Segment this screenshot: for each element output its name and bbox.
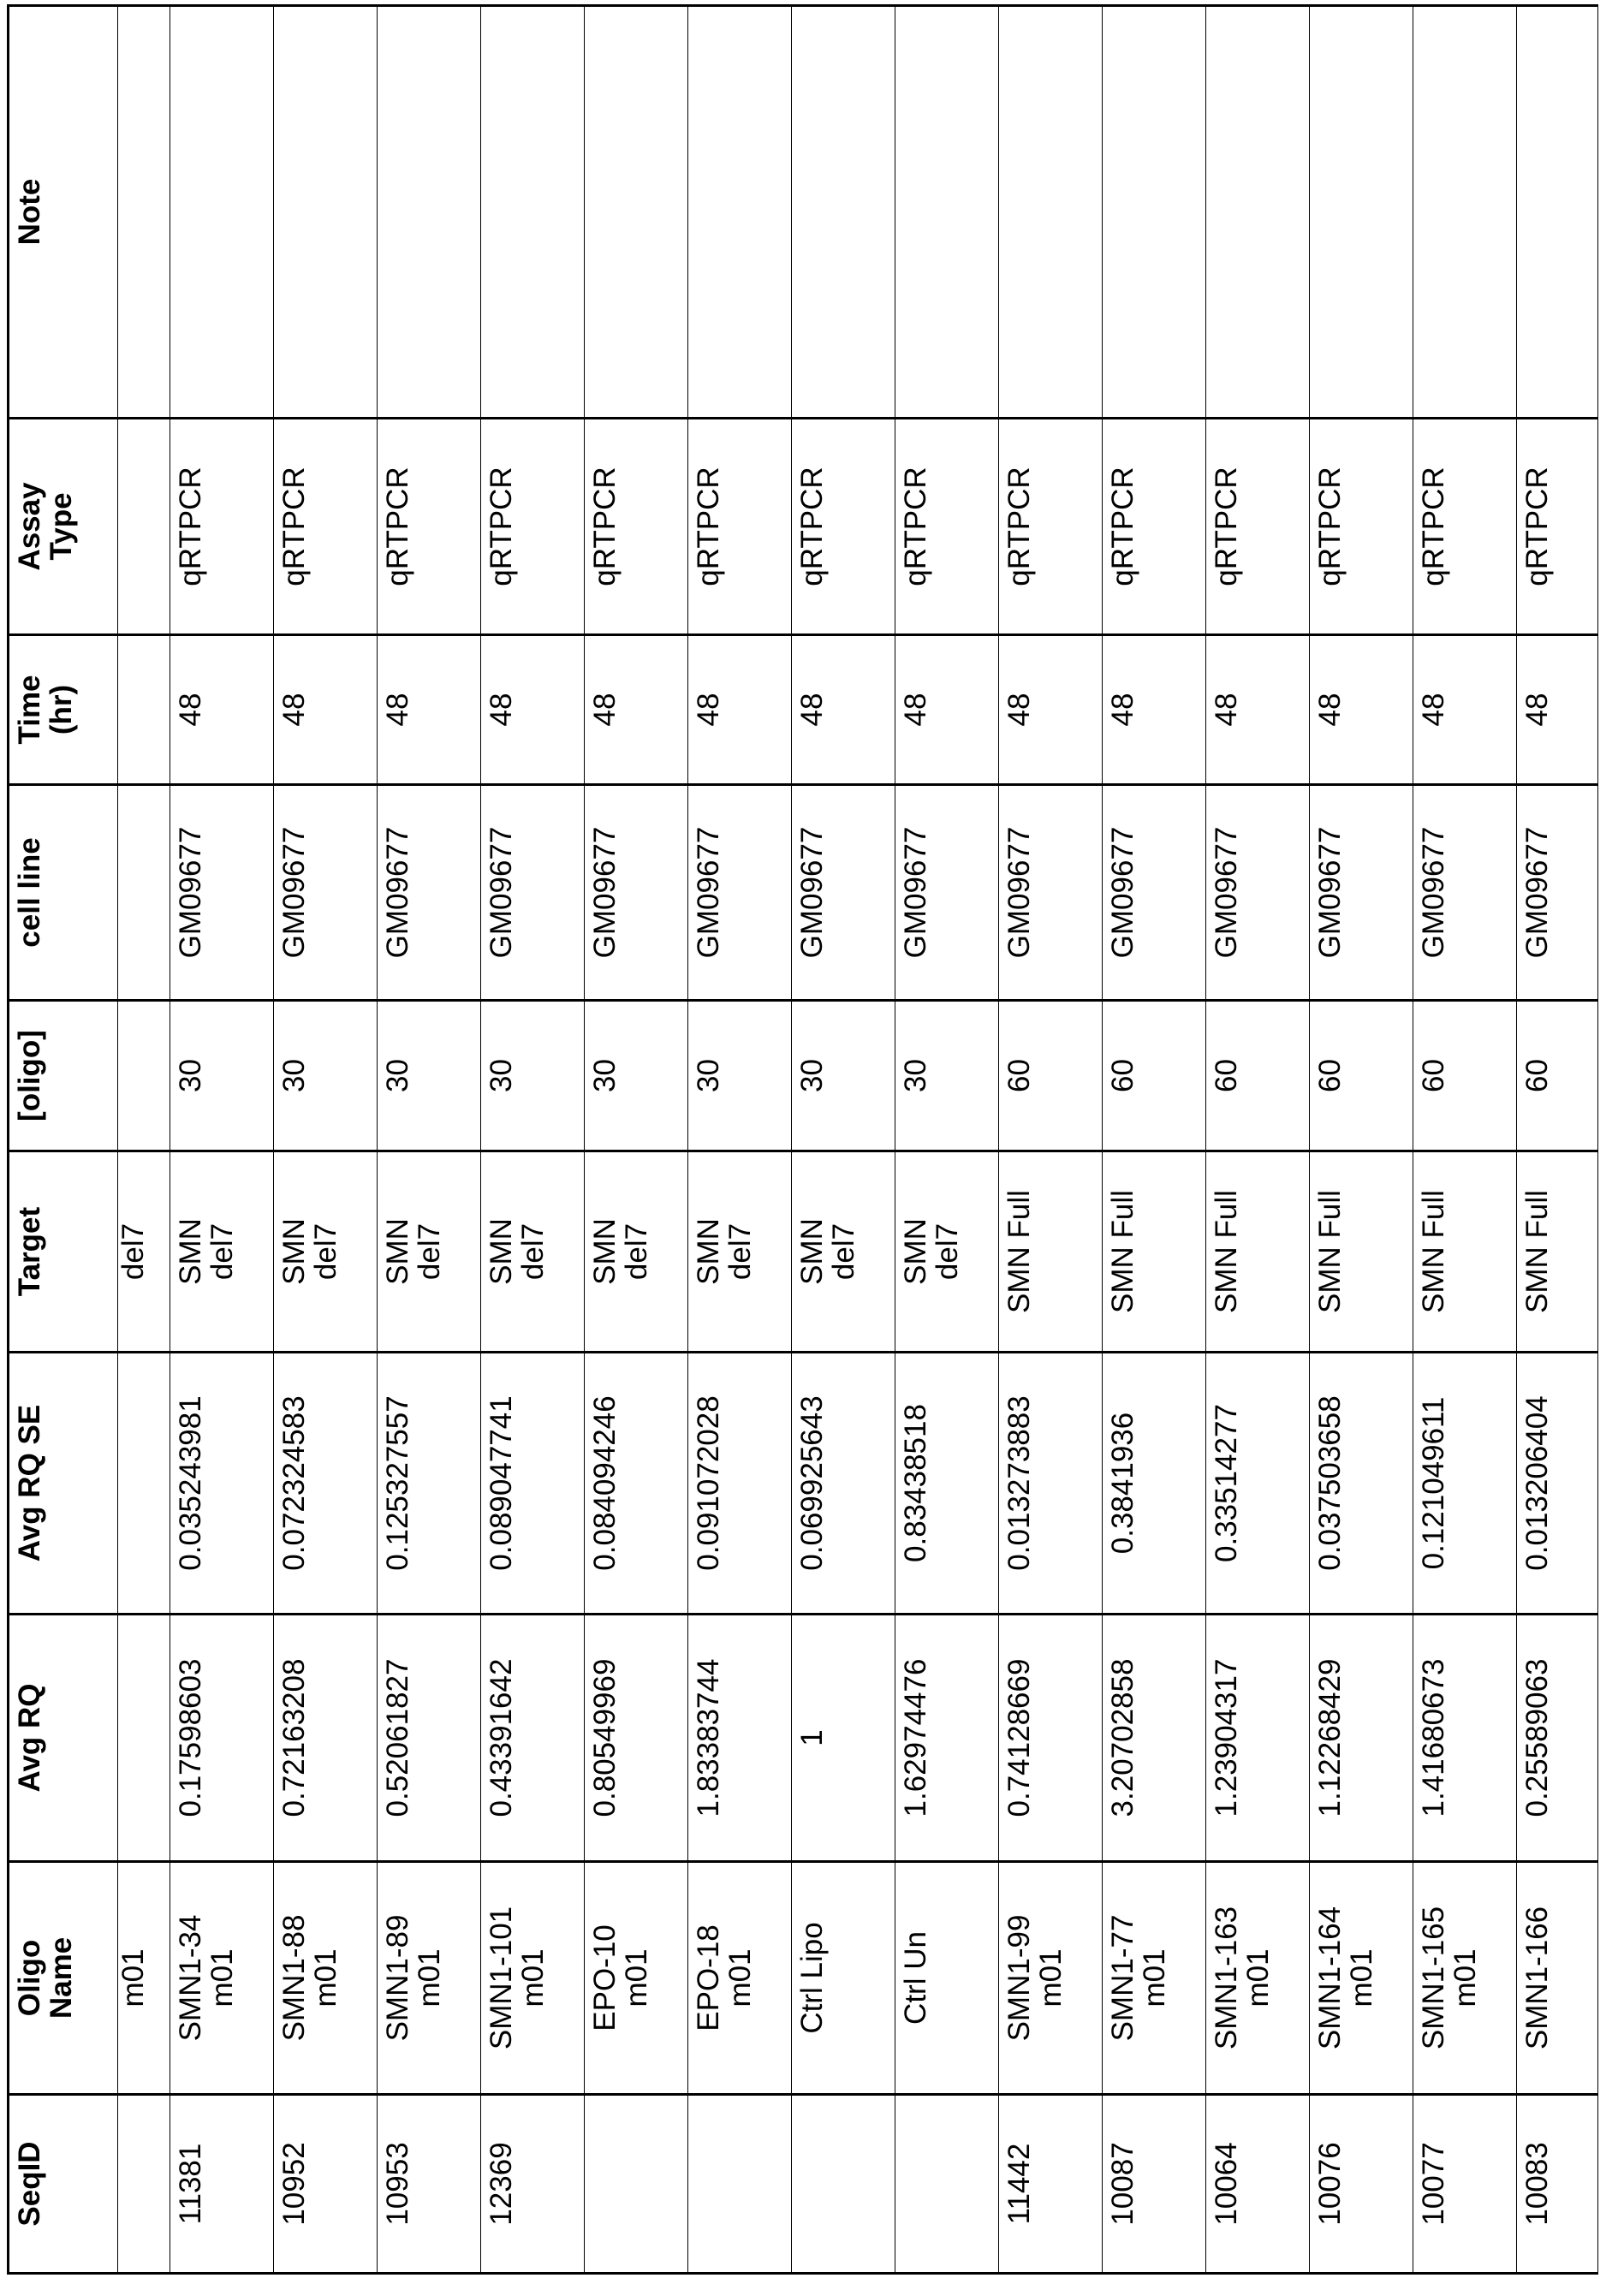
cell-assay-type: qRTPCR bbox=[1206, 419, 1310, 635]
cell-oligo-name: SMN1-89 m01 bbox=[378, 1862, 481, 2095]
cell-target: SMN Full bbox=[1310, 1151, 1413, 1353]
cell-avg-rq-se: 0.83438518 bbox=[895, 1353, 999, 1615]
cell-note bbox=[1413, 6, 1517, 419]
cell-oligo-conc: 30 bbox=[378, 1001, 481, 1151]
cell-cell-line: GM09677 bbox=[1206, 785, 1310, 1001]
column-header-oligo-name: Oligo Name bbox=[9, 1862, 118, 2095]
table-row bbox=[1206, 6, 1310, 2274]
cell-time-hr: 48 bbox=[274, 635, 378, 785]
cell-oligo-name: SMN1-163 m01 bbox=[1206, 1862, 1310, 2095]
cell-target: SMN Full bbox=[999, 1151, 1103, 1353]
cell-oligo-name: SMN1-165 m01 bbox=[1413, 1862, 1517, 2095]
cell-note bbox=[895, 6, 999, 419]
cell-oligo-name: SMN1-101 m01 bbox=[481, 1862, 585, 2095]
cell-oligo-name: SMN1-34 m01 bbox=[170, 1862, 274, 2095]
cell-seqid: 10952 bbox=[274, 2095, 378, 2274]
cell-note bbox=[688, 6, 792, 419]
cell-target: SMN Full bbox=[1413, 1151, 1517, 1353]
cell-oligo-conc: 60 bbox=[1103, 1001, 1206, 1151]
table-row bbox=[792, 6, 895, 2274]
cell-oligo-conc: 60 bbox=[1206, 1001, 1310, 1151]
cell-assay-type: qRTPCR bbox=[1103, 419, 1206, 635]
cell-time-hr: 48 bbox=[1310, 635, 1413, 785]
cell-oligo-name: Ctrl Lipo bbox=[792, 1862, 895, 2095]
cell-avg-rq: 0.25589063 bbox=[1517, 1615, 1598, 1862]
column-header-assay-type: Assay Type bbox=[9, 419, 118, 635]
cell-target: SMN Full bbox=[1517, 1151, 1598, 1353]
table-row bbox=[1310, 6, 1413, 2274]
cell-assay-type: qRTPCR bbox=[1310, 419, 1413, 635]
cell-time-hr: 48 bbox=[1103, 635, 1206, 785]
cell-cell-line: GM09677 bbox=[1310, 785, 1413, 1001]
column-header-cell-line: cell line bbox=[9, 785, 118, 1001]
cell-avg-rq-se: 0.125327557 bbox=[378, 1353, 481, 1615]
cell-note bbox=[1517, 6, 1598, 419]
column-header-oligo-conc: [oligo] bbox=[9, 1001, 118, 1151]
cell-target: SMN del7 bbox=[274, 1151, 378, 1353]
cell-assay-type: qRTPCR bbox=[999, 419, 1103, 635]
cell-assay-type: qRTPCR bbox=[274, 419, 378, 635]
cell-seqid: 10087 bbox=[1103, 2095, 1206, 2274]
cell-note bbox=[378, 6, 481, 419]
cell-note bbox=[999, 6, 1103, 419]
cell-seqid bbox=[792, 2095, 895, 2274]
cell-avg-rq: 1.12268429 bbox=[1310, 1615, 1413, 1862]
cell-oligo-conc: 60 bbox=[1413, 1001, 1517, 1151]
cell-time-hr bbox=[118, 635, 170, 785]
continuation-row bbox=[118, 6, 170, 2274]
cell-oligo-name: EPO-18 m01 bbox=[688, 1862, 792, 2095]
cell-oligo-name: SMN1-164 m01 bbox=[1310, 1862, 1413, 2095]
table-row bbox=[1517, 6, 1598, 2274]
cell-seqid: 10076 bbox=[1310, 2095, 1413, 2274]
cell-cell-line: GM09677 bbox=[688, 785, 792, 1001]
cell-avg-rq-se: 0.013206404 bbox=[1517, 1353, 1598, 1615]
cell-oligo-conc: 30 bbox=[585, 1001, 688, 1151]
cell-target: del7 bbox=[118, 1151, 170, 1353]
cell-avg-rq-se: 0.084094246 bbox=[585, 1353, 688, 1615]
cell-avg-rq-se: 0.072324583 bbox=[274, 1353, 378, 1615]
cell-note bbox=[1310, 6, 1413, 419]
cell-avg-rq: 0.80549969 bbox=[585, 1615, 688, 1862]
cell-time-hr: 48 bbox=[170, 635, 274, 785]
cell-oligo-conc: 30 bbox=[170, 1001, 274, 1151]
cell-avg-rq: 0.43391642 bbox=[481, 1615, 585, 1862]
cell-oligo-conc: 60 bbox=[999, 1001, 1103, 1151]
table-row bbox=[481, 6, 585, 2274]
cell-avg-rq: 0.52061827 bbox=[378, 1615, 481, 1862]
cell-target: SMN del7 bbox=[378, 1151, 481, 1353]
cell-avg-rq-se: 0.121049611 bbox=[1413, 1353, 1517, 1615]
table-row bbox=[1413, 6, 1517, 2274]
cell-time-hr: 48 bbox=[792, 635, 895, 785]
cell-seqid: 12369 bbox=[481, 2095, 585, 2274]
cell-target: SMN del7 bbox=[792, 1151, 895, 1353]
cell-time-hr: 48 bbox=[999, 635, 1103, 785]
cell-assay-type: qRTPCR bbox=[378, 419, 481, 635]
cell-target: SMN del7 bbox=[481, 1151, 585, 1353]
cell-avg-rq-se: 0.33514277 bbox=[1206, 1353, 1310, 1615]
cell-oligo-name: Ctrl Un bbox=[895, 1862, 999, 2095]
cell-oligo-conc: 30 bbox=[792, 1001, 895, 1151]
cell-cell-line: GM09677 bbox=[1517, 785, 1598, 1001]
cell-oligo-name: m01 bbox=[118, 1862, 170, 2095]
cell-note bbox=[481, 6, 585, 419]
cell-assay-type bbox=[118, 419, 170, 635]
cell-avg-rq-se: 0.091072028 bbox=[688, 1353, 792, 1615]
table-row bbox=[378, 6, 481, 2274]
cell-time-hr: 48 bbox=[378, 635, 481, 785]
cell-time-hr: 48 bbox=[1517, 635, 1598, 785]
cell-avg-rq: 1.23904317 bbox=[1206, 1615, 1310, 1862]
cell-oligo-name: SMN1-166 bbox=[1517, 1862, 1598, 2095]
cell-assay-type: qRTPCR bbox=[585, 419, 688, 635]
cell-oligo-name: SMN1-88 m01 bbox=[274, 1862, 378, 2095]
header-row bbox=[9, 6, 118, 2274]
table-row bbox=[170, 6, 274, 2274]
cell-oligo-conc: 30 bbox=[481, 1001, 585, 1151]
cell-seqid bbox=[585, 2095, 688, 2274]
cell-time-hr: 48 bbox=[688, 635, 792, 785]
cell-assay-type: qRTPCR bbox=[688, 419, 792, 635]
cell-cell-line: GM09677 bbox=[170, 785, 274, 1001]
cell-note bbox=[585, 6, 688, 419]
table-row bbox=[1103, 6, 1206, 2274]
cell-cell-line bbox=[118, 785, 170, 1001]
cell-oligo-name: SMN1-77 m01 bbox=[1103, 1862, 1206, 2095]
cell-seqid bbox=[895, 2095, 999, 2274]
column-header-time-hr: Time (hr) bbox=[9, 635, 118, 785]
cell-time-hr: 48 bbox=[481, 635, 585, 785]
cell-oligo-conc: 60 bbox=[1310, 1001, 1413, 1151]
cell-target: SMN del7 bbox=[895, 1151, 999, 1353]
cell-target: SMN del7 bbox=[688, 1151, 792, 1353]
cell-avg-rq-se: 0.035243981 bbox=[170, 1353, 274, 1615]
table-row bbox=[999, 6, 1103, 2274]
cell-avg-rq bbox=[118, 1615, 170, 1862]
cell-seqid: 10064 bbox=[1206, 2095, 1310, 2274]
column-header-avg-rq: Avg RQ bbox=[9, 1615, 118, 1862]
cell-seqid: 10083 bbox=[1517, 2095, 1598, 2274]
cell-time-hr: 48 bbox=[895, 635, 999, 785]
table-row bbox=[688, 6, 792, 2274]
cell-oligo-conc: 30 bbox=[274, 1001, 378, 1151]
cell-oligo-conc: 60 bbox=[1517, 1001, 1598, 1151]
cell-time-hr: 48 bbox=[585, 635, 688, 785]
cell-assay-type: qRTPCR bbox=[1517, 419, 1598, 635]
cell-cell-line: GM09677 bbox=[895, 785, 999, 1001]
cell-seqid: 11442 bbox=[999, 2095, 1103, 2274]
cell-assay-type: qRTPCR bbox=[170, 419, 274, 635]
column-header-seqid: SeqID bbox=[9, 2095, 118, 2274]
cell-seqid: 11381 bbox=[170, 2095, 274, 2274]
cell-avg-rq: 1 bbox=[792, 1615, 895, 1862]
cell-avg-rq-se: 0.089047741 bbox=[481, 1353, 585, 1615]
cell-oligo-conc bbox=[118, 1001, 170, 1151]
cell-target: SMN Full bbox=[1103, 1151, 1206, 1353]
column-header-note: Note bbox=[9, 6, 118, 419]
cell-target: SMN del7 bbox=[585, 1151, 688, 1353]
table-row bbox=[585, 6, 688, 2274]
cell-seqid: 10953 bbox=[378, 2095, 481, 2274]
cell-avg-rq: 1.62974476 bbox=[895, 1615, 999, 1862]
cell-cell-line: GM09677 bbox=[481, 785, 585, 1001]
cell-cell-line: GM09677 bbox=[792, 785, 895, 1001]
cell-note bbox=[1103, 6, 1206, 419]
column-header-target: Target bbox=[9, 1151, 118, 1353]
cell-assay-type: qRTPCR bbox=[895, 419, 999, 635]
cell-assay-type: qRTPCR bbox=[792, 419, 895, 635]
cell-note bbox=[274, 6, 378, 419]
cell-assay-type: qRTPCR bbox=[481, 419, 585, 635]
cell-cell-line: GM09677 bbox=[274, 785, 378, 1001]
cell-note bbox=[792, 6, 895, 419]
cell-oligo-conc: 30 bbox=[895, 1001, 999, 1151]
cell-avg-rq: 3.20702858 bbox=[1103, 1615, 1206, 1862]
cell-note bbox=[1206, 6, 1310, 419]
cell-avg-rq-se: 0.069925643 bbox=[792, 1353, 895, 1615]
cell-oligo-name: EPO-10 m01 bbox=[585, 1862, 688, 2095]
table-row bbox=[895, 6, 999, 2274]
cell-seqid bbox=[688, 2095, 792, 2274]
cell-cell-line: GM09677 bbox=[585, 785, 688, 1001]
cell-avg-rq: 0.72163208 bbox=[274, 1615, 378, 1862]
cell-avg-rq-se: 0.037503658 bbox=[1310, 1353, 1413, 1615]
cell-avg-rq-se bbox=[118, 1353, 170, 1615]
cell-avg-rq-se: 0.013273883 bbox=[999, 1353, 1103, 1615]
cell-avg-rq: 1.83383744 bbox=[688, 1615, 792, 1862]
results-table bbox=[7, 4, 1598, 2275]
cell-avg-rq: 0.74128669 bbox=[999, 1615, 1103, 1862]
cell-note bbox=[118, 6, 170, 419]
cell-seqid bbox=[118, 2095, 170, 2274]
cell-assay-type: qRTPCR bbox=[1413, 419, 1517, 635]
cell-oligo-name: SMN1-99 m01 bbox=[999, 1862, 1103, 2095]
cell-cell-line: GM09677 bbox=[999, 785, 1103, 1001]
cell-avg-rq: 1.41680673 bbox=[1413, 1615, 1517, 1862]
cell-cell-line: GM09677 bbox=[1413, 785, 1517, 1001]
cell-oligo-conc: 30 bbox=[688, 1001, 792, 1151]
cell-avg-rq-se: 0.3841936 bbox=[1103, 1353, 1206, 1615]
column-header-avg-rq-se: Avg RQ SE bbox=[9, 1353, 118, 1615]
cell-target: SMN del7 bbox=[170, 1151, 274, 1353]
cell-note bbox=[170, 6, 274, 419]
cell-time-hr: 48 bbox=[1413, 635, 1517, 785]
cell-seqid: 10077 bbox=[1413, 2095, 1517, 2274]
table-row bbox=[274, 6, 378, 2274]
cell-cell-line: GM09677 bbox=[1103, 785, 1206, 1001]
cell-target: SMN Full bbox=[1206, 1151, 1310, 1353]
cell-time-hr: 48 bbox=[1206, 635, 1310, 785]
cell-cell-line: GM09677 bbox=[378, 785, 481, 1001]
cell-avg-rq: 0.17598603 bbox=[170, 1615, 274, 1862]
